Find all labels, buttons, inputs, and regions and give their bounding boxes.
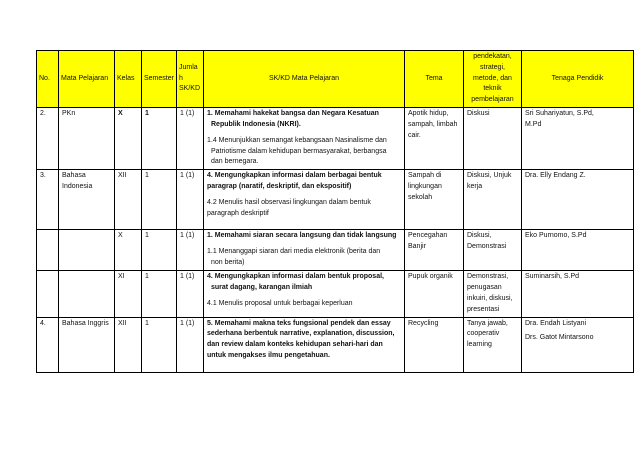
cell-mata-pelajaran: Bahasa Inggris [59,317,115,372]
cell-metode: Diskusi [464,108,522,170]
cell-tenaga: Sri Suhariyatun, S.Pd, M.Pd [522,108,634,170]
cell-kelas: X [115,108,142,170]
table-row [37,108,634,170]
cell-kelas: X [115,230,142,271]
cell-jumlah: 1 (1) [177,317,204,372]
cell-tenaga: Dra. Elly Endang Z. [522,170,634,230]
header-pendekatan: pendekatan, strategi, metode, dan teknik pembelajaran [464,51,522,108]
cell-tenaga: Dra. Endah Listyani Drs. Gatot Mintarsono [522,317,634,372]
curriculum-table [36,50,634,373]
cell-skkd: 4. Mengungkapkan informasi dalam bentuk proposal, surat dagang, karangan ilmiah 4.1 Menulis proposal untuk berbagai keperluan [204,271,405,317]
cell-mata-pelajaran: Bahasa Indonesia [59,170,115,230]
table-row [37,271,634,317]
cell-tema: Recycling [405,317,464,372]
header-row [37,51,634,108]
cell-metode: Tanya jawab, cooperativ learning [464,317,522,372]
header-jumlah-skkd: Jumlah SK/KD [177,51,204,108]
cell-no: 4. [37,317,59,372]
cell-tema: Pencegahan Banjir [405,230,464,271]
cell-mata-pelajaran [59,271,115,317]
cell-mata-pelajaran: PKn [59,108,115,170]
cell-semester: 1 [142,230,177,271]
header-semester: Semester [142,51,177,108]
header-mata-pelajaran: Mata Pelajaran [59,51,115,108]
cell-semester: 1 [142,317,177,372]
header-no: No. [37,51,59,108]
cell-metode: Diskusi, Demonstrasi [464,230,522,271]
table-row [37,170,634,230]
table-row [37,230,634,271]
table-row [37,317,634,372]
cell-tenaga: Eko Purnomo, S.Pd [522,230,634,271]
cell-mata-pelajaran [59,230,115,271]
cell-tema: Apotik hidup, sampah, limbah cair. [405,108,464,170]
cell-no [37,230,59,271]
cell-semester: 1 [142,108,177,170]
cell-metode: Diskusi, Unjuk kerja [464,170,522,230]
header-skkd-mata-pelajaran: SK/KD Mata Pelajaran [204,51,405,108]
cell-semester: 1 [142,170,177,230]
cell-jumlah: 1 (1) [177,108,204,170]
cell-no: 2. [37,108,59,170]
cell-skkd: 5. Memahami makna teks fungsional pendek dan essay sederhana berbentuk narrative, explanation, discussion, dan review dalam konteks kehidupan sehari-hari dan untuk mengakses ilmu pengetahuan. [204,317,405,372]
header-tenaga-pendidik: Tenaga Pendidik [522,51,634,108]
cell-kelas: XII [115,170,142,230]
header-kelas: Kelas [115,51,142,108]
cell-metode: Demonstrasi, penugasan inkuiri, diskusi, presentasi [464,271,522,317]
cell-tenaga: Suminarsih, S.Pd [522,271,634,317]
cell-no [37,271,59,317]
cell-no: 3. [37,170,59,230]
header-tema: Tema [405,51,464,108]
cell-kelas: XII [115,317,142,372]
cell-tema: Pupuk organik [405,271,464,317]
cell-tema: Sampah di lingkungan sekolah [405,170,464,230]
cell-kelas: XI [115,271,142,317]
cell-skkd: 1. Memahami hakekat bangsa dan Negara Kesatuan Republik Indonesia (NKRI). 1.4 Menunjukkan semangat kebangsaan Nasinalisme dan Patriotisme dalam kehidupan bermasyarakat, berbangsa dan bernegara. [204,108,405,170]
cell-skkd: 1. Memahami siaran secara langsung dan tidak langsung 1.1 Menanggapi siaran dari media elektronik (berita dan non berita) [204,230,405,271]
cell-skkd: 4. Mengungkapkan informasi dalam berbagai bentuk paragrap (naratif, deskriptif, dan ekspositif) 4.2 Menulis hasil observasi lingkungan dalam bentuk paragraph deskriptif [204,170,405,230]
cell-jumlah: 1 (1) [177,271,204,317]
cell-jumlah: 1 (1) [177,230,204,271]
cell-semester: 1 [142,271,177,317]
cell-jumlah: 1 (1) [177,170,204,230]
